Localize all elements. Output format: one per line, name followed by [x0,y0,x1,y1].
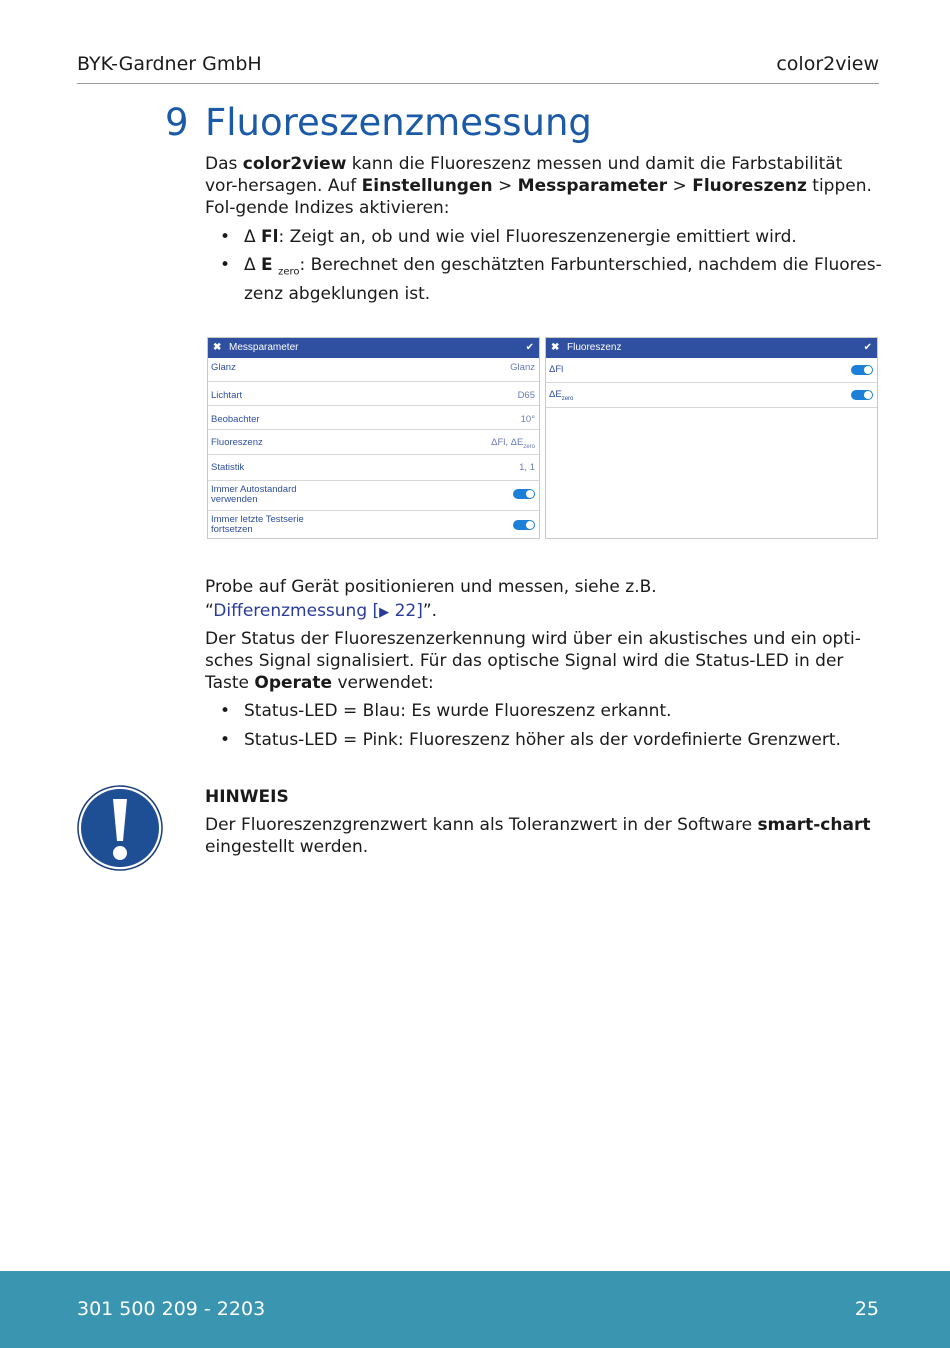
setting-row-fluoreszenz[interactable]: Fluoreszenz ΔFl, $\Delta E_{zero}$ [208,430,539,455]
measure-paragraph: Probe auf Gerät positionieren und messen, siehe z.B. “Differenzmessung [▶ 22]”. [205,577,657,621]
checkmark-icon[interactable]: ✔ [863,342,872,353]
setting-row-glanz[interactable]: Glanz Glanz [208,358,539,382]
toggle-testserie[interactable] [513,520,535,530]
setting-row-statistik[interactable]: Statistik 1, 1 [208,455,539,481]
arrow-right-icon: ▶ [379,605,390,620]
screenshot-fluoreszenz [545,337,878,539]
footer [0,1271,950,1348]
status-paragraph: Der Status der Fluoreszenzerkennung wird über ein akustisches und ein opti-sches Signal signalisiert. Für das optische Signal wird die Status-LED in der Taste Operate verwendet: [205,629,861,693]
checkmark-icon[interactable]: ✔ [525,342,534,353]
page-number: 25 [854,1298,879,1320]
app-bar [208,338,539,358]
chapter-number: 9 [165,101,189,144]
close-icon[interactable]: ✖ [213,342,222,353]
toggle-delta-fl[interactable] [851,365,873,375]
setting-row-autostandard[interactable]: Immer Autostandard verwenden [208,481,539,511]
hint-heading: HINWEIS [205,787,289,807]
setting-row-beobachter[interactable]: Beobachter 10° [208,406,539,430]
intro-paragraph: Das color2view kann die Fluoreszenz messen und damit die Farbstabilität vor-hersagen. Auf Einstellungen > Messparameter > Fluoreszenz tippen. Fol-gende Indizes aktivieren: [205,154,872,218]
setting-row-lichtart[interactable]: Lichtart D65 [208,382,539,406]
setting-row-delta-e-zero[interactable]: $\Delta E_{zero}$ [546,383,877,408]
doc-number: 301 500 209 - 2203 [77,1298,266,1320]
exclamation-icon [77,785,163,871]
app-bar [546,338,877,358]
screen-title: Messparameter [229,342,299,353]
setting-row-delta-fl[interactable]: ΔFl [546,358,877,383]
chapter-title-text: Fluoreszenzmessung [205,101,592,144]
link-differenzmessung[interactable]: Differenzmessung [▶ 22] [213,601,423,621]
header-divider [77,83,879,84]
screenshot-messparameter [207,337,540,539]
close-icon[interactable]: ✖ [551,342,560,353]
toggle-delta-e-zero[interactable] [851,390,873,400]
hint-text: Der Fluoreszenzgrenzwert kann als Toleranzwert in der Software smart-chart eingestellt werden. [205,815,871,857]
screen-title: Fluoreszenz [567,342,622,353]
setting-row-testserie[interactable]: Immer letzte Testserie fortsetzen [208,511,539,541]
chapter-title [165,101,592,144]
header-company: BYK-Gardner GmbH [77,53,262,75]
header-product: color2view [776,53,879,75]
toggle-autostandard[interactable] [513,489,535,499]
